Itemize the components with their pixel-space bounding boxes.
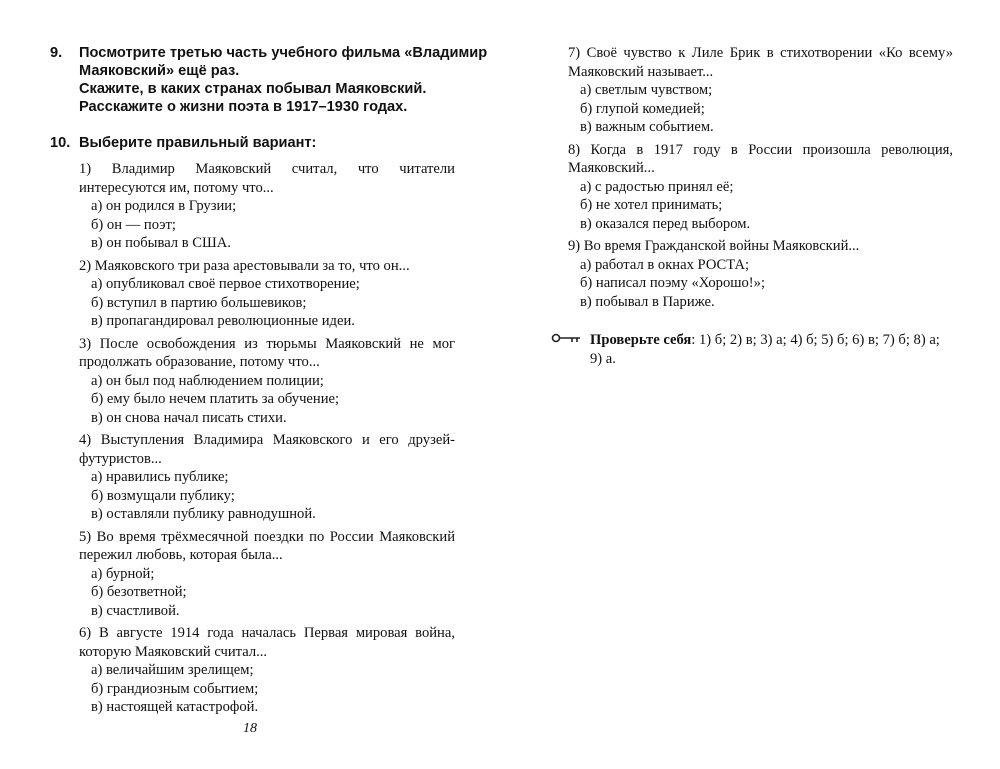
question-text: 9) Во время Гражданской войны Маяковский... — [568, 238, 860, 254]
question-2 — [79, 257, 455, 331]
answer-option: б) безответной; — [91, 584, 187, 600]
task-9 — [50, 44, 488, 116]
answer-option: в) оказался перед выбором. — [580, 215, 751, 232]
answer-option: б) вступил в партию большевиков; — [91, 294, 307, 311]
answer-option: а) работал в окнах РОСТА; — [580, 256, 750, 273]
answer-option: а) нравились публике; — [91, 469, 229, 485]
question-3 — [79, 335, 455, 428]
answer-option: в) важным событием. — [580, 119, 714, 135]
key-icon — [550, 331, 590, 368]
question-7 — [568, 44, 953, 137]
answer-option: а) он родился в Грузии; — [91, 198, 237, 214]
answer-option: а) бурной; — [91, 565, 155, 582]
answer-option: в) побывал в Париже. — [580, 293, 715, 310]
question-text: 1) Владимир Маяковский считал, что читатели интересуются им, потому что... — [79, 161, 455, 196]
key-icon-svg — [550, 331, 586, 345]
answer-option: в) оставляли публику равнодушной. — [91, 506, 316, 522]
answer-option: б) ему было нечем платить за обучение; — [91, 391, 340, 407]
answer-key — [568, 331, 953, 368]
task-9-line: Расскажите о жизни поэта в 1917–1930 годах. — [79, 99, 408, 115]
answer-option: в) пропагандировал революционные идеи. — [91, 313, 355, 329]
question-text: 2) Маяковского три раза арестовывали за то, что он... — [79, 257, 410, 274]
question-text: 7) Своё чувство к Лиле Брик в стихотворении «Ко всему» Маяковский называет... — [568, 45, 953, 80]
answer-option: в) он побывал в США. — [91, 235, 231, 251]
right-column — [568, 44, 953, 368]
task-9-line: Маяковский» ещё раз. — [79, 63, 240, 79]
answer-option: в) счастливой. — [91, 602, 180, 619]
task-9-line: Посмотрите третью часть учебного фильма «Владимир — [79, 45, 488, 61]
question-5 — [79, 528, 455, 621]
question-list-left — [79, 160, 455, 717]
answer-key-label: Проверьте себя — [590, 332, 692, 348]
answer-option: а) он был под наблюдением полиции; — [91, 372, 324, 389]
task-number: 9. — [50, 45, 63, 61]
answer-option: а) величайшим зрелищем; — [91, 662, 254, 678]
question-text: 6) В августе 1914 года началась Первая мировая война, которую Маяковский считал... — [79, 625, 455, 660]
question-text: 3) После освобождения из тюрьмы Маяковский не мог продолжать образование, потому что... — [79, 335, 455, 370]
answer-option: б) возмущали публику; — [91, 487, 235, 504]
page-number: 18 — [243, 721, 257, 736]
answer-option: а) с радостью принял её; — [580, 178, 734, 195]
task-9-line: Скажите, в каких странах побывал Маяковский. — [79, 81, 427, 97]
question-8 — [568, 141, 953, 234]
answer-option: а) светлым чувством; — [580, 82, 713, 98]
answer-key-values: : 1) б; 2) в; 3) а; 4) б; 5) б; 6) в; 7) б; 8) а; 9) а. — [590, 332, 940, 367]
question-9 — [568, 237, 953, 311]
question-4 — [79, 431, 455, 524]
answer-option: б) глупой комедией; — [580, 100, 705, 117]
answer-option: в) он снова начал писать стихи. — [91, 409, 287, 426]
answer-option: б) не хотел принимать; — [580, 197, 723, 213]
question-text: 4) Выступления Владимира Маяковского и его друзей-футуристов... — [79, 432, 455, 467]
question-text: 8) Когда в 1917 году в России произошла революция, Маяковский... — [568, 141, 953, 176]
task-number: 10. — [50, 135, 71, 151]
answer-option: в) настоящей катастрофой. — [91, 699, 259, 715]
left-column — [50, 44, 488, 721]
answer-option: б) написал поэму «Хорошо!»; — [580, 275, 765, 291]
answer-option: б) грандиозным событием; — [91, 680, 259, 697]
answer-option: б) он — поэт; — [91, 216, 176, 233]
task-10 — [50, 134, 455, 152]
task-10-title: Выберите правильный вариант: — [79, 135, 317, 151]
question-6 — [79, 624, 455, 717]
question-text: 5) Во время трёхмесячной поездки по России Маяковский пережил любовь, которая была... — [79, 528, 455, 563]
answer-option: а) опубликовал своё первое стихотворение; — [91, 276, 360, 292]
question-list-right — [568, 44, 953, 311]
question-1 — [79, 160, 455, 253]
